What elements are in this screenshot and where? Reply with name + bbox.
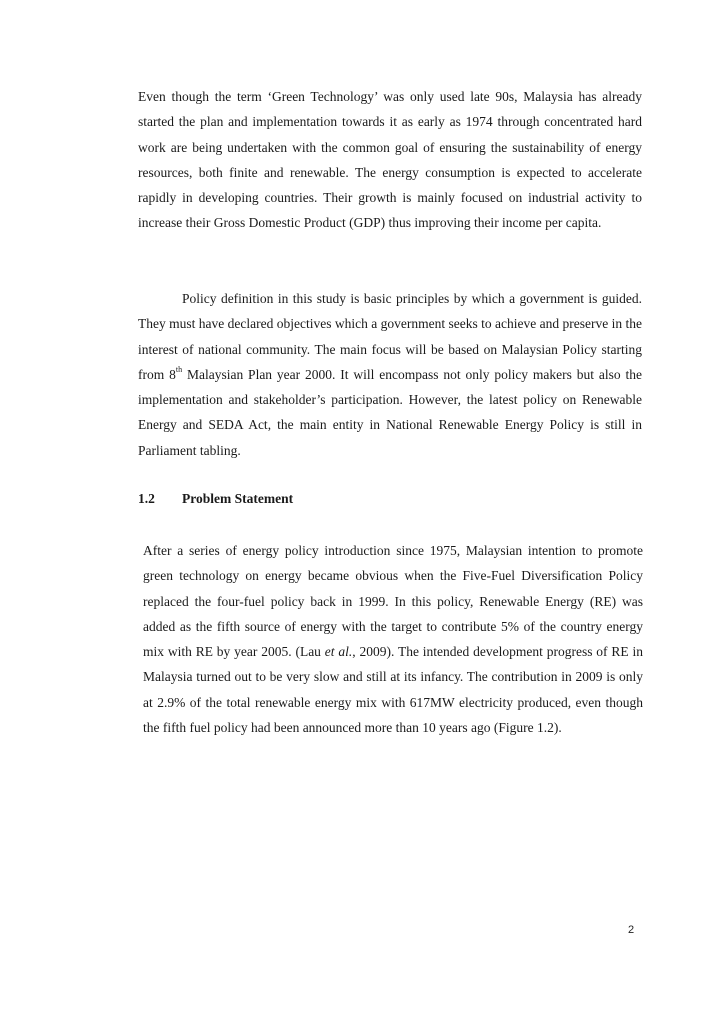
paragraph-problem-statement (143, 538, 643, 740)
policy-definition-text-start: Policy definition in this study is basic principles by which a government is guided. They must have declared objectives which a government seeks to achieve and preserve in the interest of national community. The main focus will be based on Malaysian Policy starting from 8 (138, 291, 642, 382)
section-title: Problem Statement (182, 491, 294, 506)
problem-statement-text-start: After a series of energy policy introduction since 1975, Malaysian intention to promote green technology on energy became obvious when the Five-Fuel Diversification Policy replaced the four-fuel policy back in 1999. In this policy, Renewable Energy (RE) was added as the fifth source of energy with the target to contribute 5% of the country energy mix with RE by year 2005. (Lau (143, 543, 643, 660)
problem-statement-text-end: , 2009). The intended development progress of RE in Malaysia turned out to be very slow and still at its infancy. The contribution in 2009 is only at 2.9% of the total renewable energy mix with 617MW electricity produced, even though the fifth fuel policy had been announced more than 10 years ago (Figure 1.2). (143, 644, 643, 736)
paragraph-policy-definition (138, 286, 642, 463)
citation-et-al: et al. (324, 644, 353, 660)
page-number: 2 (628, 924, 635, 936)
section-number: 1.2 (138, 491, 155, 506)
section-heading (138, 489, 642, 509)
ordinal-superscript: th (175, 364, 183, 374)
paragraph-green-technology-history: Even though the term ‘Green Technology’ was only used late 90s, Malaysia has already started the plan and implementation towards it as early as 1974 through concentrated hard work are being undertaken with the common goal of ensuring the sustainability of energy resources, both finite and renewable. The energy consumption is expected to accelerate rapidly in developing countries. Their growth is mainly focused on industrial activity to increase their Gross Domestic Product (GDP) thus improving their income per capita. (138, 89, 642, 231)
policy-definition-text-end: Malaysian Plan year 2000. It will encompass not only policy makers but also the implementation and stakeholder’s participation. However, the latest policy on Renewable Energy and SEDA Act, the main entity in National Renewable Energy Policy is still in Parliament tabling. (138, 366, 642, 458)
